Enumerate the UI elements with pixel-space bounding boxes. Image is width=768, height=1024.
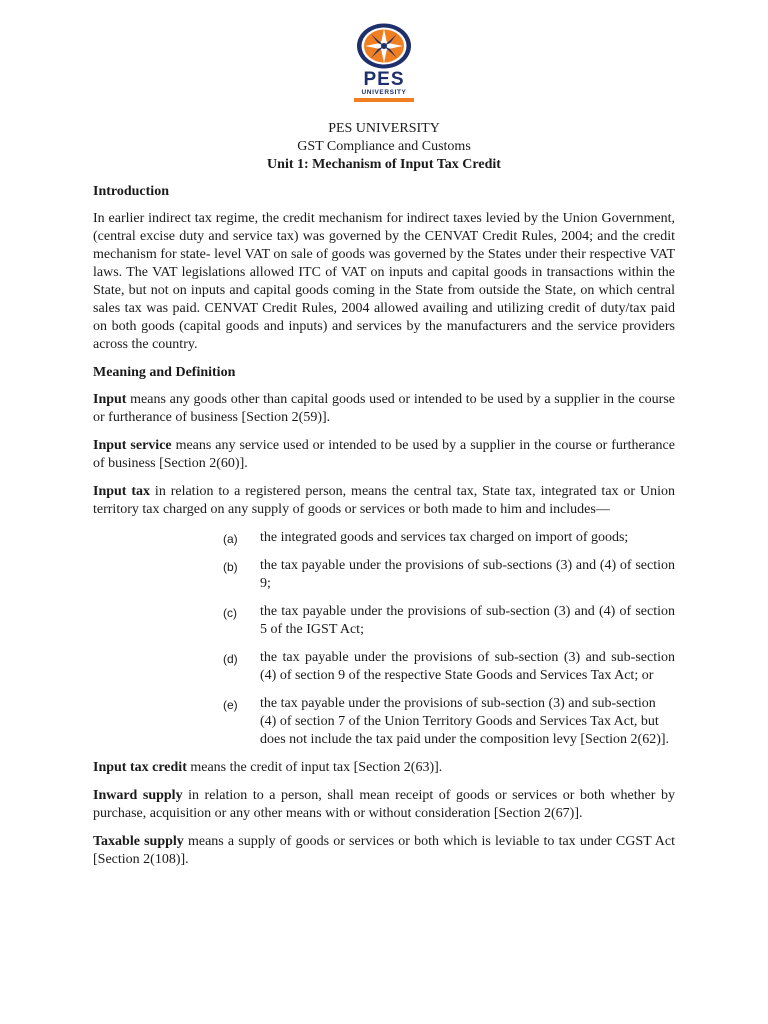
unit-title: Unit 1: Mechanism of Input Tax Credit — [267, 157, 501, 172]
logo-wordmark: PES — [363, 69, 405, 90]
list-item-label: (d) — [223, 652, 238, 666]
compass-emblem-icon — [355, 22, 413, 70]
term-input-service: Input service — [93, 438, 172, 453]
definition-input-tax-credit-text: means the credit of input tax [Section 2(63)]. — [186, 760, 443, 775]
term-inward-supply: Inward supply — [93, 788, 183, 803]
document-header — [0, 120, 768, 174]
list-item-text: the tax payable under the provisions of sub-section (3) and sub-section (4) of section 7 of the Union Territory Goods and Services Tax Act, but does not include the tax paid under the composition levy [Section 2(62)]. — [260, 696, 670, 747]
course-title: GST Compliance and Customs — [297, 139, 471, 154]
term-input-tax-credit: Input tax credit — [93, 760, 187, 775]
meaning-heading: Meaning and Definition — [93, 365, 236, 380]
list-item-label: (e) — [223, 698, 238, 712]
term-taxable-supply: Taxable supply — [93, 834, 184, 849]
introduction-heading: Introduction — [93, 184, 169, 199]
definition-input-text: means any goods other than capital goods used or intended to be used by a supplier in the course or furtherance of business [Section 2(59)]. — [93, 392, 675, 425]
term-input: Input — [93, 392, 127, 407]
university-logo — [348, 22, 420, 112]
list-item-text: the tax payable under the provisions of sub-sections (3) and (4) of section 9; — [260, 558, 675, 591]
definition-input-tax-credit — [93, 759, 675, 777]
definition-input-service-text: means any service used or intended to be used by a supplier in the course or furtherance of business [Section 2(60)]. — [93, 438, 675, 471]
definition-taxable-supply-text: means a supply of goods or services or both which is leviable to tax under CGST Act [Section 2(108)]. — [93, 834, 676, 867]
term-input-tax: Input tax — [93, 484, 151, 499]
university-name: PES UNIVERSITY — [328, 121, 440, 136]
list-item-text: the tax payable under the provisions of sub-section (3) and sub-section (4) of section 9 of the respective State Goods and Services Tax Act; or — [260, 650, 675, 683]
input-tax-includes-list — [93, 529, 675, 749]
list-item-label: (b) — [223, 560, 238, 574]
document-body — [93, 183, 675, 869]
list-item-text: the integrated goods and services tax charged on import of goods; — [260, 530, 629, 545]
list-item-label: (c) — [223, 606, 237, 620]
definition-input-service — [93, 437, 675, 473]
list-item — [93, 529, 675, 547]
definition-input — [93, 391, 675, 427]
list-item-text: the tax payable under the provisions of sub-section (3) and (4) of section 5 of the IGST Act; — [260, 604, 675, 637]
list-item — [93, 557, 675, 593]
list-item — [93, 603, 675, 639]
definition-input-tax — [93, 483, 675, 519]
definition-input-tax-text: in relation to a registered person, means the central tax, State tax, integrated tax or Union territory tax charged on any supply of goods or services or both made to him and includes— — [93, 484, 675, 517]
definition-inward-supply — [93, 787, 675, 823]
list-item-label: (a) — [223, 532, 238, 546]
definition-taxable-supply — [93, 833, 675, 869]
list-item — [93, 649, 675, 685]
definition-inward-supply-text: in relation to a person, shall mean receipt of goods or services or both whether by purchase, acquisition or any other means with or without consideration [Section 2(67)]. — [93, 788, 675, 821]
introduction-paragraph: In earlier indirect tax regime, the credit mechanism for indirect taxes levied by the Union Government, (central excise duty and service tax) was governed by the CENVAT Credit Rules, 2004; and the credit mechanism for state- level VAT on sale of goods was governed by the States under their respective VAT laws. The VAT legislations allowed ITC of VAT on inputs and capital goods in transactions within the State, but not on inputs and capital goods coming in the State from outside the State, on which central sales tax was paid. CENVAT Credit Rules, 2004 allowed availing and utilizing credit of duty/tax paid on both goods (capital goods and inputs) and services by the manufacturers and the service providers across the country. — [93, 211, 675, 352]
logo-tagline-bar — [354, 98, 414, 102]
list-item — [93, 695, 675, 749]
logo-subtitle: UNIVERSITY — [361, 89, 407, 96]
